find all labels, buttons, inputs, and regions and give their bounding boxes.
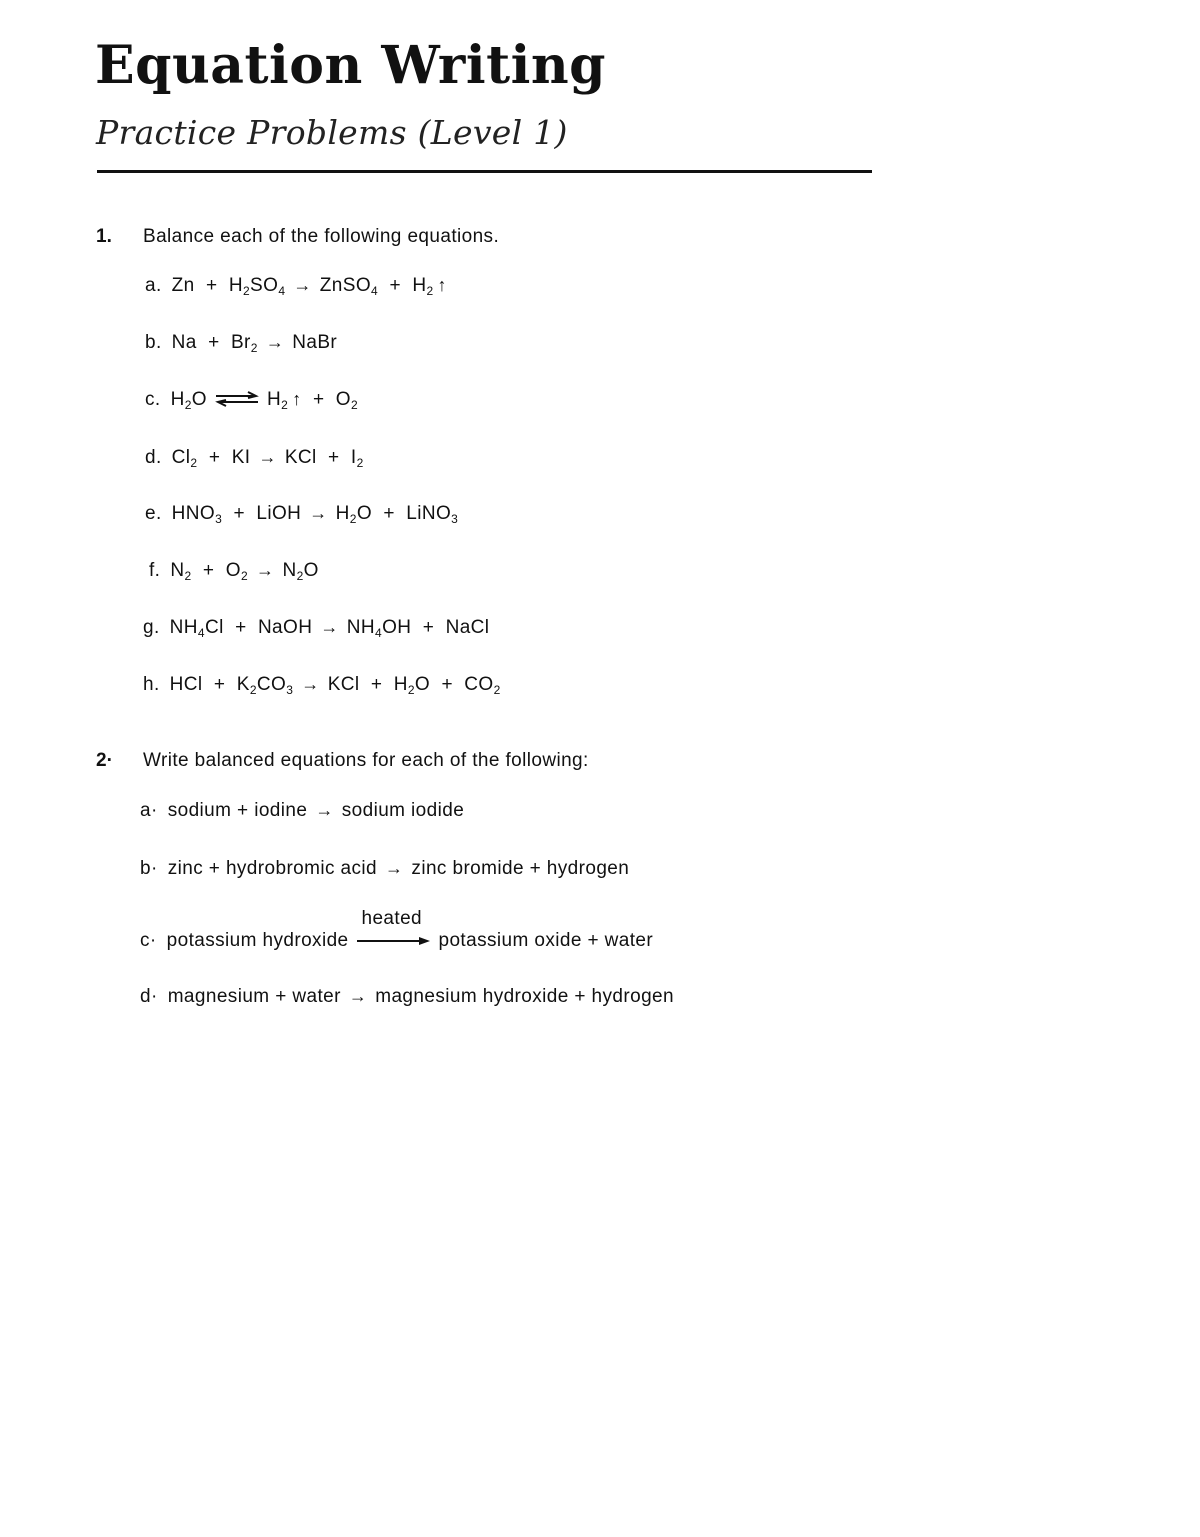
equation-label: e. bbox=[145, 503, 162, 524]
question-2-prompt: Write balanced equations for each of the following: bbox=[143, 750, 589, 771]
word-equation-b bbox=[140, 858, 629, 880]
equation-label: a· bbox=[140, 800, 158, 821]
equation-c: c. $H_2O$ $H_2$ ↑ + $O_2$ bbox=[145, 389, 359, 412]
reactants: zinc + hydrobromic acid bbox=[167, 858, 378, 879]
equilibrium-arrows-icon bbox=[215, 391, 259, 413]
right-arrow-icon: → bbox=[309, 503, 328, 523]
products: potassium oxide + water bbox=[438, 930, 654, 951]
products: sodium iodide bbox=[341, 800, 465, 821]
equation-h: h. HCl + $K_2CO_3$ → KCl + $H_2O + CO_2$ bbox=[143, 674, 501, 697]
equation-a: a. $Zn + H_2SO_4$ → ZnSO$_4$ + $H_2$ ↑ bbox=[145, 275, 447, 298]
equation-label: b· bbox=[140, 858, 158, 879]
equation-label: d· bbox=[140, 986, 158, 1007]
page-title: Equation Writing bbox=[95, 35, 607, 96]
right-arrow-icon: → bbox=[348, 986, 368, 1006]
right-arrow-icon: → bbox=[301, 674, 320, 694]
equation-d: d. $Cl_2$ + KI → KCl + $I_2$ bbox=[145, 447, 364, 470]
right-arrow-icon: → bbox=[265, 332, 285, 352]
right-arrow-icon: → bbox=[256, 560, 275, 580]
right-arrow-icon: → bbox=[258, 447, 277, 467]
question-1-prompt: Balance each of the following equations. bbox=[143, 226, 500, 247]
equation-label: g. bbox=[143, 617, 160, 638]
equation-label: h. bbox=[143, 674, 160, 695]
question-1-number: 1. bbox=[96, 226, 112, 247]
equation-b: b. $Na + Br_2$ → NaBr bbox=[145, 332, 338, 355]
products: magnesium hydroxide + hydrogen bbox=[375, 986, 674, 1007]
equation-e: e. $HNO_3$ + LiOH → $H_2O$ + LiNO$_3$ bbox=[145, 503, 459, 526]
word-equation-a bbox=[140, 800, 464, 822]
equation-label: a. bbox=[145, 275, 162, 296]
equation-label: d. bbox=[145, 447, 162, 468]
heated-arrow-icon bbox=[357, 908, 431, 948]
right-arrow-icon: → bbox=[315, 800, 334, 820]
page-subtitle: Practice Problems (Level 1) bbox=[96, 113, 568, 152]
right-arrow-icon: → bbox=[293, 275, 312, 295]
reaction-condition: heated bbox=[361, 908, 423, 929]
up-arrow-icon: ↑ bbox=[437, 275, 447, 295]
equation-f: f. $N_2 + O_2 \to N_2O$ bbox=[149, 560, 319, 583]
reactants: magnesium + water bbox=[167, 986, 341, 1007]
equation-g: g. $NH_4Cl$ + NaOH → $NH_4OH$ + NaCl bbox=[143, 617, 490, 640]
equation-label: c. bbox=[145, 389, 161, 410]
question-2-number: 2· bbox=[96, 750, 113, 771]
word-equation-c bbox=[140, 908, 654, 952]
right-arrow-icon: → bbox=[385, 858, 404, 878]
reactants: sodium + iodine bbox=[167, 800, 308, 821]
right-arrow-icon: → bbox=[320, 617, 339, 637]
products: zinc bromide + hydrogen bbox=[411, 858, 630, 879]
equation-label: c· bbox=[140, 930, 157, 951]
word-equation-d bbox=[140, 986, 674, 1008]
title-divider bbox=[97, 170, 872, 173]
up-arrow-icon: ↑ bbox=[292, 389, 302, 409]
equation-label: f. bbox=[149, 560, 161, 581]
reactants: potassium hydroxide bbox=[166, 930, 349, 951]
equation-label: b. bbox=[145, 332, 162, 353]
